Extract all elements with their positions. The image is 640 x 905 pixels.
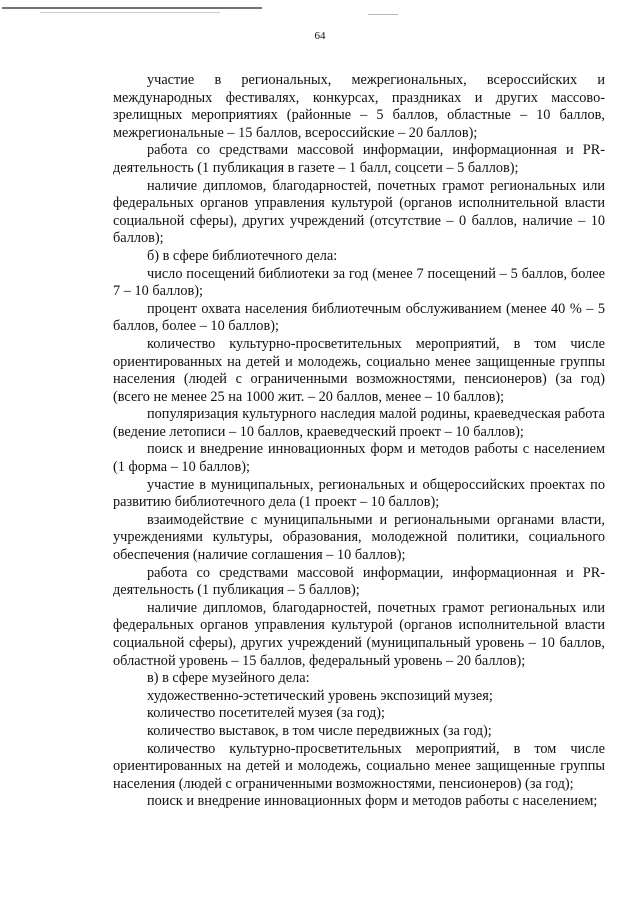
scan-artifact-line <box>40 12 220 13</box>
scan-artifact-line <box>2 7 262 9</box>
paragraph: количество культурно-просветительных мероприятий, в том числе ориентированных на детей и молодежь, социально менее защищенные группы населения (людей с ограниченными возможностями, пенсионеров) (за год) (всего не менее 25 на 1000 жит. – 20 баллов, менее – 10 баллов); <box>113 335 605 405</box>
paragraph: художественно-эстетический уровень экспозиций музея; <box>147 687 493 704</box>
paragraph: число посещений библиотеки за год (менее 7 посещений – 5 баллов, более 7 – 10 баллов); <box>113 265 605 300</box>
section-heading: б) в сфере библиотечного дела: <box>147 247 338 264</box>
paragraph: поиск и внедрение инновационных форм и методов работы с населением; <box>147 793 598 810</box>
paragraph: наличие дипломов, благодарностей, почетных грамот региональных или федеральных органов управления культурой (органов исполнительной власти социальной сферы), других учреждений (муниципальный уровень – 10 баллов, областной уровень – 15 баллов, федеральный уровень – 20 баллов); <box>113 599 605 669</box>
page-number: 64 <box>314 30 326 42</box>
paragraph: наличие дипломов, благодарностей, почетных грамот региональных или федеральных органов управления культурой (органов исполнительной власти социальной сферы), других учреждений (отсутствие – 0 баллов, наличие – 10 баллов); <box>113 177 605 247</box>
paragraph: работа со средствами массовой информации, информационная и PR-деятельность (1 публикация – 5 баллов); <box>113 564 605 599</box>
scan-artifact-dash <box>368 14 398 15</box>
paragraph: поиск и внедрение инновационных форм и методов работы с населением (1 форма – 10 баллов); <box>113 441 605 476</box>
paragraph: участие в региональных, межрегиональных, всероссийских и международных фестивалях, конкурсах, праздниках и других массово-зрелищных мероприятиях (районные – 5 баллов, областные – 10 баллов, межрегиональные – 15 баллов, всероссийские – 20 баллов); <box>113 72 605 141</box>
paragraph: количество выставок, в том числе передвижных (за год); <box>147 722 492 739</box>
paragraph: участие в муниципальных, региональных и общероссийских проектах по развитию библиотечного дела (1 проект – 10 баллов); <box>113 476 605 511</box>
paragraph: процент охвата населения библиотечным обслуживанием (менее 40 % – 5 баллов, более – 10 баллов); <box>113 300 605 335</box>
document-body <box>113 72 605 811</box>
paragraph: взаимодействие с муниципальными и региональными органами власти, учреждениями культуры, образования, молодежной политики, социального обеспечения (наличие соглашения – 10 баллов); <box>113 511 605 564</box>
paragraph: популяризация культурного наследия малой родины, краеведческая работа (ведение летописи – 10 баллов, краеведческий проект – 10 баллов); <box>113 406 605 440</box>
paragraph: количество посетителей музея (за год); <box>147 705 385 722</box>
section-heading: в) в сфере музейного дела: <box>147 670 310 687</box>
paragraph: количество культурно-просветительных мероприятий, в том числе ориентированных на детей и молодежь, социально менее защищенные группы населения (людей с ограниченными возможностями, пенсионеров) (за год); <box>113 740 605 792</box>
paragraph: работа со средствами массовой информации, информационная и PR-деятельность (1 публикация в газете – 1 балл, соцсети – 5 баллов); <box>113 142 605 176</box>
